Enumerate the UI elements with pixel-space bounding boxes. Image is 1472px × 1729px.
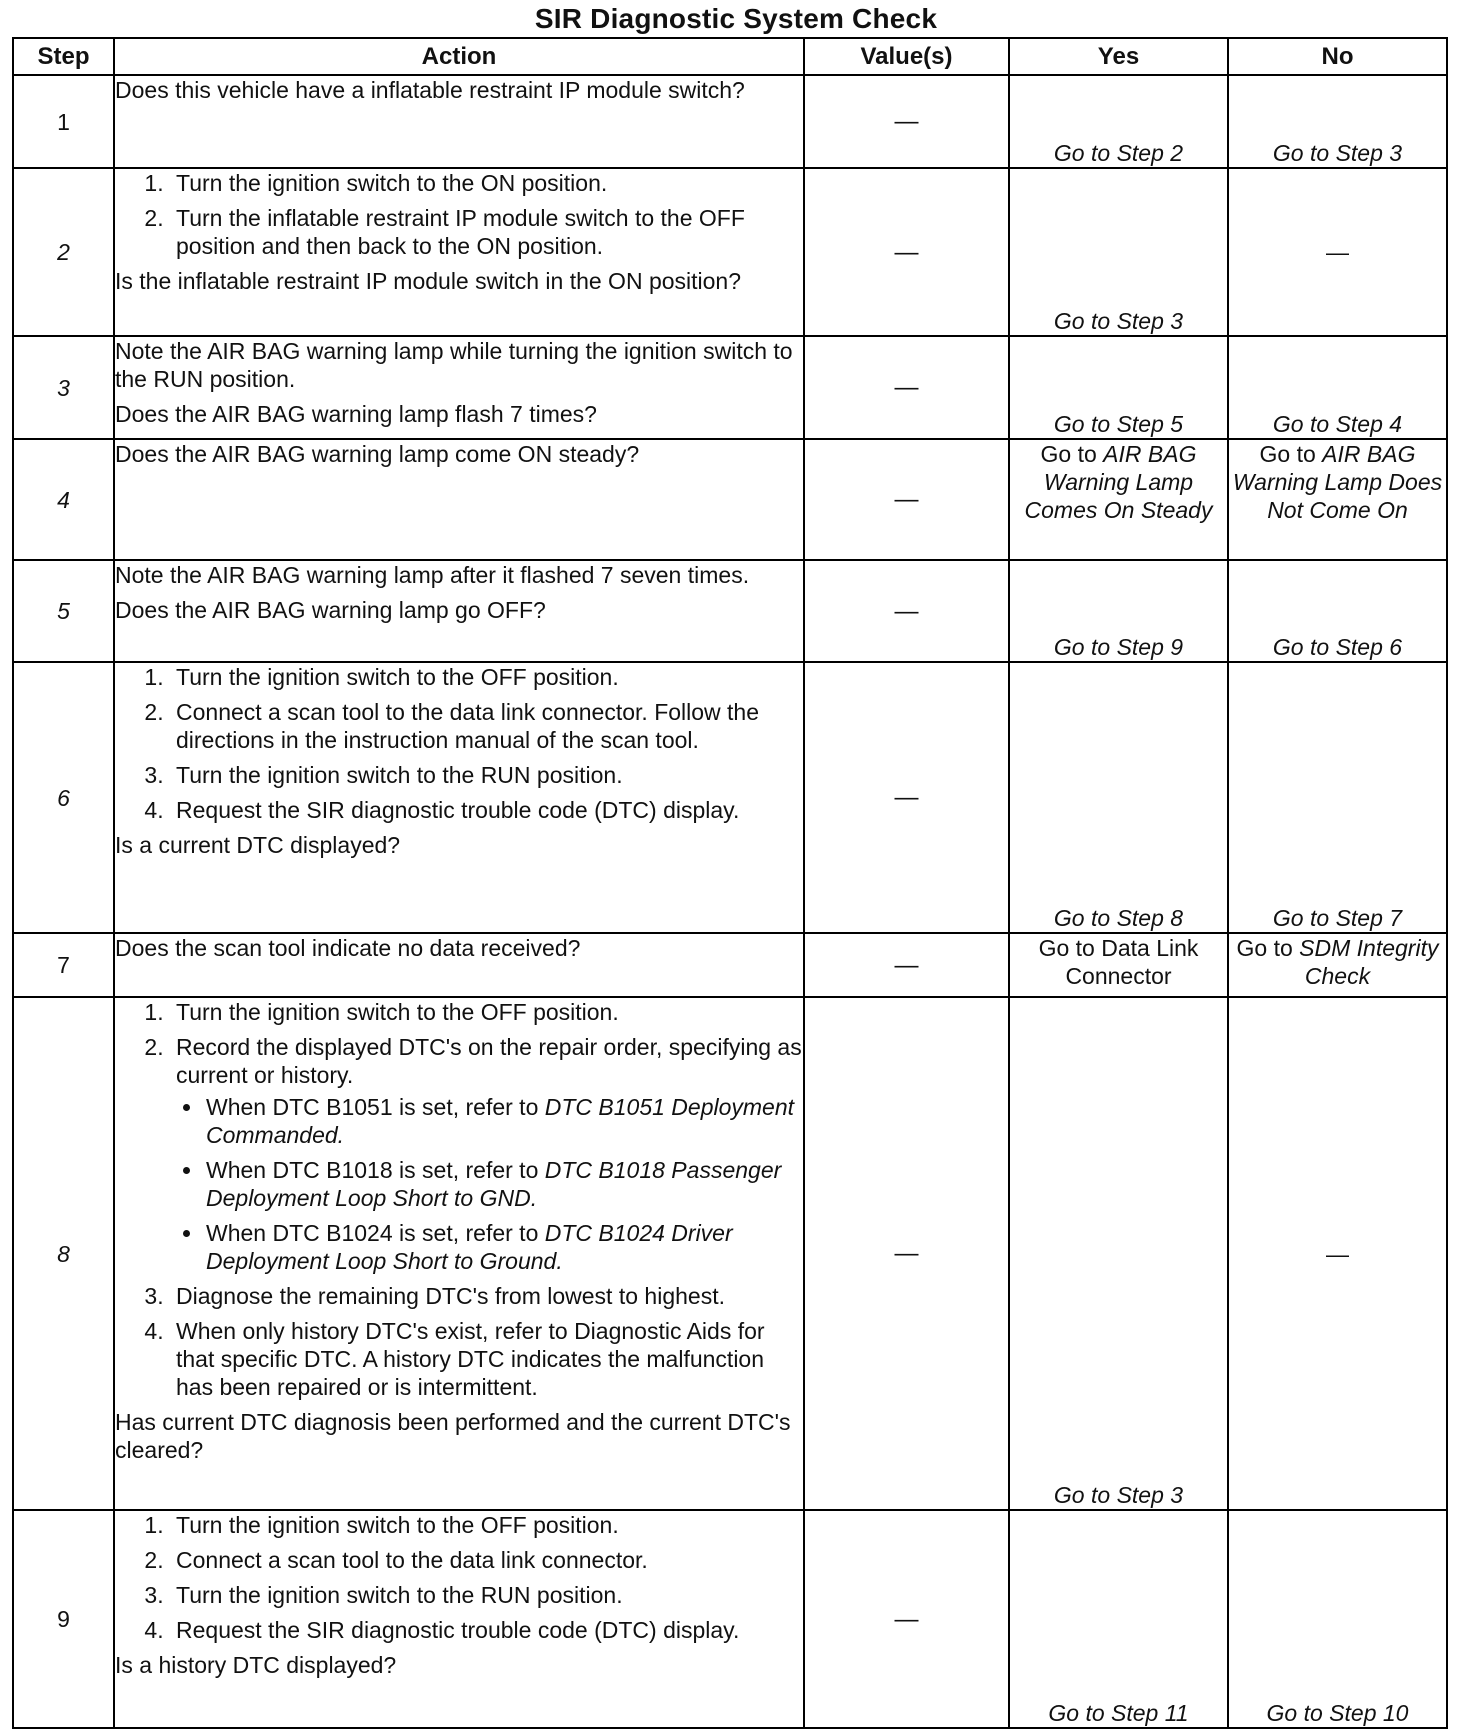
no-link[interactable]: AIR BAG Warning Lamp Does Not Come On [1232,441,1443,523]
no-cell: — [1228,168,1447,336]
value-cell [804,997,1009,1510]
diagnostic-table [12,37,1448,1729]
header-step: Step [13,38,114,75]
table-row-step-1 [13,75,1447,168]
yes-cell: Go to Step 8 [1009,662,1228,933]
list-item: 1. Turn the ignition switch to the ON position. [170,169,803,197]
action-cell [114,168,804,336]
table-row-step-7 [13,933,1447,997]
value-dash: — [894,1605,919,1633]
header-row [13,38,1447,75]
question-text: Is a current DTC displayed? [115,832,401,858]
action-cell [114,439,804,560]
yes-cell: Go to Step 3 [1009,997,1228,1510]
dtc-reference-item [204,1156,803,1212]
question-text: Has current DTC diagnosis been performed and the current DTC's cleared? [115,1409,791,1463]
list-item: 3. Diagnose the remaining DTC's from lowest to highest. [170,1282,803,1310]
list-item: 2. Connect a scan tool to the data link connector. [170,1546,803,1574]
dtc-reference-list [176,1093,803,1275]
dtc-reference-item [204,1093,803,1149]
no-cell: Go to Step 7 [1228,662,1447,933]
list-item: 1. Turn the ignition switch to the OFF position. [170,663,803,691]
value-dash: — [894,784,919,811]
value-dash: — [894,597,919,625]
yes-cell: Go to Step 2 [1009,75,1228,168]
dtc-reference-link[interactable]: DTC B1024 Driver Deployment Loop Short to Ground. [206,1220,733,1274]
list-item: 3. Turn the ignition switch to the RUN position. [170,761,803,789]
table-row-step-5 [13,560,1447,662]
question-text: Does the AIR BAG warning lamp flash 7 times? [115,401,597,427]
action-cell [114,75,804,168]
list-item: 3. Turn the ignition switch to the RUN position. [170,1581,803,1609]
table-row-step-3 [13,336,1447,439]
list-item: 1. Turn the ignition switch to the OFF position. [170,998,803,1026]
value-cell [804,336,1009,439]
action-cell [114,997,804,1510]
step-number: 5 [13,560,114,662]
action-cell [114,336,804,439]
question-text: Does the AIR BAG warning lamp go OFF? [115,597,546,623]
action-cell [114,933,804,997]
yes-cell: Go to Step 3 [1009,168,1228,336]
note-text: Note the AIR BAG warning lamp while turning the ignition switch to the RUN position. [115,338,793,392]
value-dash: — [894,486,919,513]
list-item: 2. Turn the inflatable restraint IP module switch to the OFF position and then back to the ON position. [170,204,803,260]
question-text: Is a history DTC displayed? [115,1652,397,1678]
step-number: 2 [13,168,114,336]
action-cell [114,662,804,933]
action-list [115,1511,803,1644]
question-text: Does the scan tool indicate no data received? [115,935,581,961]
dtc-reference-prefix: When DTC B1024 is set, refer to [206,1220,539,1246]
list-item: 4. When only history DTC's exist, refer to Diagnostic Aids for that specific DTC. A history DTC indicates the malfunction has been repaired or is intermittent. [170,1317,803,1401]
list-item: 4. Request the SIR diagnostic trouble code (DTC) display. [170,796,803,824]
table-row-step-2 [13,168,1447,336]
value-cell [804,439,1009,560]
no-prefix: Go to [1236,935,1293,961]
value-cell [804,168,1009,336]
yes-cell: Go to Step 9 [1009,560,1228,662]
value-cell [804,560,1009,662]
dtc-reference-link[interactable]: DTC B1018 Passenger Deployment Loop Short to GND. [206,1157,782,1211]
value-dash: — [894,238,919,266]
no-cell: Go to Step 3 [1228,75,1447,168]
action-list [115,998,803,1401]
value-dash: — [894,951,919,979]
action-list [115,169,803,260]
table-row-step-4 [13,439,1447,560]
step-number: 7 [13,933,114,997]
action-cell [114,1510,804,1728]
table-row-step-9 [13,1510,1447,1728]
value-cell [804,933,1009,997]
action-cell [114,560,804,662]
value-cell [804,1510,1009,1728]
header-action: Action [114,38,804,75]
dtc-reference-prefix: When DTC B1051 is set, refer to [206,1094,539,1120]
value-cell [804,662,1009,933]
no-cell: Go to Step 4 [1228,336,1447,439]
no-cell [1228,933,1447,997]
no-link[interactable]: SDM Integrity Check [1299,935,1439,989]
yes-cell [1009,439,1228,560]
yes-cell: Go to Step 5 [1009,336,1228,439]
header-yes: Yes [1009,38,1228,75]
list-item: 1. Turn the ignition switch to the OFF position. [170,1511,803,1539]
yes-link[interactable]: AIR BAG Warning Lamp Comes On Steady [1024,441,1213,523]
value-dash: — [894,1240,919,1267]
yes-prefix: Go to [1040,441,1097,467]
note-text: Note the AIR BAG warning lamp after it flashed 7 seven times. [115,562,750,588]
header-value: Value(s) [804,38,1009,75]
value-dash: — [894,108,919,135]
action-list [115,663,803,824]
list-item [170,1033,803,1275]
question-text: Does the AIR BAG warning lamp come ON steady? [115,441,640,467]
list-item-text: Record the displayed DTC's on the repair order, specifying as current or history. [176,1034,802,1088]
no-cell: — [1228,997,1447,1510]
step-number: 6 [13,662,114,933]
step-number: 8 [13,997,114,1510]
no-cell: Go to Step 6 [1228,560,1447,662]
question-text: Is the inflatable restraint IP module switch in the ON position? [115,268,742,294]
value-cell [804,75,1009,168]
table-row-step-6 [13,662,1447,933]
step-number: 3 [13,336,114,439]
dtc-reference-prefix: When DTC B1018 is set, refer to [206,1157,539,1183]
list-item: 2. Connect a scan tool to the data link connector. Follow the directions in the instruction manual of the scan tool. [170,698,803,754]
question-text: Does this vehicle have a inflatable restraint IP module switch? [115,77,745,103]
no-cell [1228,439,1447,560]
step-number: 9 [13,1510,114,1728]
value-dash: — [894,374,919,401]
list-item: 4. Request the SIR diagnostic trouble code (DTC) display. [170,1616,803,1644]
yes-cell: Go to Step 11 [1009,1510,1228,1728]
header-no: No [1228,38,1447,75]
yes-cell: Go to Data Link Connector [1009,933,1228,997]
no-prefix: Go to [1259,441,1316,467]
table-row-step-8 [13,997,1447,1510]
step-number: 1 [13,75,114,168]
no-cell: Go to Step 10 [1228,1510,1447,1728]
dtc-reference-link[interactable]: DTC B1051 Deployment Commanded. [206,1094,795,1148]
document-title: SIR Diagnostic System Check [534,3,938,34]
dtc-reference-item [204,1219,803,1275]
step-number: 4 [13,439,114,560]
